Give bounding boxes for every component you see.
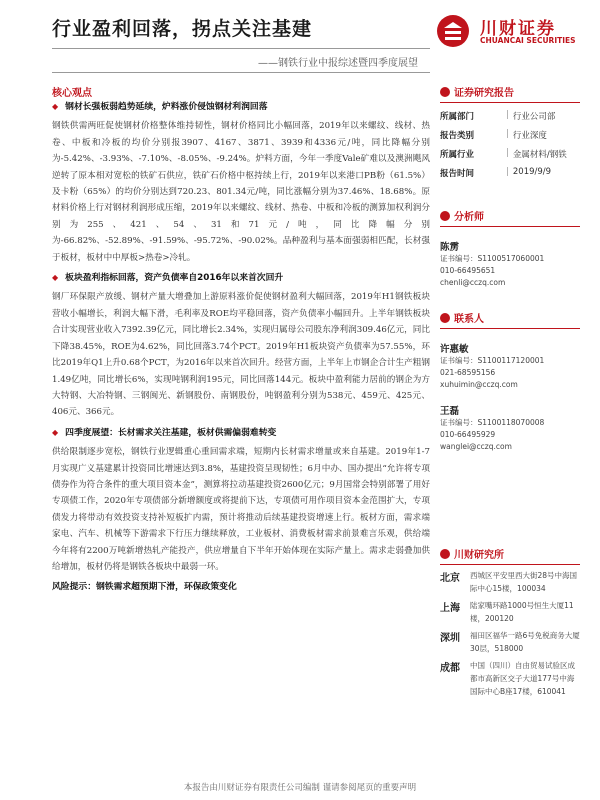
analyst-panel [440,208,580,289]
info-key: 报告时间 [440,169,475,179]
analyst-cert: 证书编号：S1100517060001 [440,254,545,263]
page-title: 行业盈利回落，拐点关注基建 [52,18,313,40]
section-paragraph: 钢厂环保限产放缓、钢材产量大增叠加上游原料涨价促使钢材盈利大幅回落，2019年H1钢铁板块营收小幅增长，利润大幅下滑，毛利率及ROE均平稳回落，资产负债率小幅回升。上半年钢铁板块合计实现营业收入7392.39亿元，同比增长2.34%，实现归属母公司股东净利润309.46亿元，同比下降38.45%，ROE为4.62%，同比回落3.74个PCT。2019年H1板块资产负债率为57.55%，环比2019年Q1上升0.68个PCT，为2016年以来首次回升。经营方面，上半年上市钢企合计生产粗钢1.49亿吨，同比增长6%，实现吨钢利润195元，同比回落144元。板块中盈利能力居前的钢企为方大特钢、大冶特钢、三钢闽光、新钢股份、南钢股份，吨钢盈利分别为538元、459元、425元、406元、366元。 [52,292,430,418]
contact-card [440,403,580,453]
office-address: 陆家嘴环路1000号恒生大厦11楼，200120 [470,601,574,623]
contact-name: 许惠敏 [440,344,469,355]
diamond-icon: ◆ [52,427,59,437]
info-separator: | [506,110,509,120]
contact-card [440,341,580,391]
contact-phone: 010-66495929 [440,430,496,439]
logo-text-en: CHUANCAI SECURITIES [480,36,576,45]
contact-name: 王磊 [440,406,460,417]
page-footer: 本报告由川财证券有限责任公司编制 谨请参阅尾页的重要声明 [183,783,417,793]
core-view-label: 核心观点 [52,88,92,99]
report-info-panel [440,84,580,179]
main-content [52,98,430,596]
header-divider [52,48,430,49]
section-heading [52,99,430,115]
office-address: 福田区福华一路6号免税商务大厦30层，518000 [470,631,580,653]
heading-underline [440,328,580,329]
contact-cert: 证书编号：S1100117120001 [440,356,545,365]
office-address: 中国（四川）自由贸易试验区成都市高新区交子大道177号中海国际中心B座17楼，610041 [470,661,575,696]
info-separator: | [506,148,509,158]
section-heading [52,270,430,286]
info-key: 所属部门 [440,112,475,122]
info-value: 金属材料/钢铁 [512,150,567,160]
analyst-name: 陈雳 [440,242,460,253]
office-item [440,569,580,595]
section-1 [52,99,430,266]
info-key: 所属行业 [440,150,475,160]
info-value: 2019/9/9 [512,167,552,177]
office-item [440,629,580,655]
research-heading-text: 川财研究所 [454,550,504,561]
research-heading [440,546,580,561]
office-city: 上海 [440,603,460,614]
logo-mark-icon [436,14,470,48]
analyst-heading-text: 分析师 [454,212,484,223]
info-separator: | [506,167,509,177]
heading-underline [440,226,580,227]
bullet-icon [440,211,450,221]
contact-cert: 证书编号：S1100118070008 [440,418,545,427]
analyst-email[interactable]: chenli@cczq.com [440,278,506,287]
heading-underline [440,102,580,103]
section-heading-text: 四季度展望：长材需求关注基建，板材供需偏弱难转变 [65,427,277,438]
section-paragraph: 供给限制逐步宽松，钢铁行业逻辑重心重回需求端，短期内长材需求增量或来自基建。2019年1-7月实现广义基建累计投资同比增速达到3.8%，基建投资呈现韧性；6月中办、国办提出“允许将专项债券作为符合条件的重大项目资本金”，测算将拉动基建投资2600亿元；9月国常会特别部署了用好专项债工作，2020年专项债部分新增额度或将提前下达，专项债可用作项目资本金范围扩大，专项债发力将带动有效投资支持补短板扩内需，预计将推动后续基建投资增速上行。板材方面，需求端家电、汽车、机械等下游需求下行压力继续释放，工业板材、消费板材需求前景难言乐观，供给端今年将有2200万吨新增热轧产能投产，供应增量自下半年开始体现在实际产量上。需求走弱叠加供给增加，板材仍将是钢铁各板块中最弱一环。 [52,447,430,572]
section-heading-text: 钢材长强板弱趋势延续，炉料涨价侵蚀钢材利润回落 [65,102,268,112]
analyst-heading [440,208,580,223]
risk-warning: 风险提示：钢铁需求超预期下滑，环保政策变化 [52,582,237,593]
info-separator: | [506,129,509,139]
analyst-phone: 010-66495651 [440,266,496,275]
info-value: 行业公司部 [512,112,556,122]
info-key: 报告类别 [440,131,475,141]
research-panel [440,546,580,698]
info-row [440,129,580,141]
contact-email[interactable]: xuhuimin@cczq.com [440,380,518,389]
report-heading [440,84,580,99]
info-row [440,110,580,122]
section-heading [52,425,430,441]
office-city: 深圳 [440,633,460,644]
section-3 [52,425,430,576]
office-city: 北京 [440,573,460,584]
contact-heading-text: 联系人 [454,314,484,325]
bullet-icon [440,549,450,559]
company-logo [436,14,576,50]
section-2 [52,270,430,421]
info-value: 行业深度 [512,131,547,141]
contact-phone: 021-68595156 [440,368,496,377]
contact-panel [440,310,580,453]
analyst-card [440,239,580,289]
report-heading-text: 证券研究报告 [454,88,514,99]
bullet-icon [440,87,450,97]
logo-text-cn: 川财证券 [480,19,556,39]
header-divider-bottom [52,72,430,73]
contact-email[interactable]: wanglei@cczq.com [440,442,512,451]
diamond-icon: ◆ [52,102,59,111]
bullet-icon [440,313,450,323]
office-address: 西城区平安里西大街28号中海国际中心15楼，100034 [470,571,578,593]
office-item [440,599,580,625]
section-paragraph: 钢铁供需两旺促使钢材价格整体维持韧性，钢材价格同比小幅回落，2019年以来螺纹、线材、热卷、中板和冷板的均价分别报3907、4167、3871、3939和4336元/吨，同比降幅分别为-5.42%、-3.93%、-7.10%、-8.05%、-9.24%。炉料方面，今年一季度Vale矿难以及澳洲飓风逆转了原本相对宽松的铁矿石供应，铁矿石价格中枢持续上行，2019年以来港口PB粉（61.5%）及卡粉（65%）的均价分别达到720.23、801.34元/吨，同比涨幅分别为37.46%、18.68%。原材料价格上行对钢材利润形成压缩，2019年以来螺纹、线材、热卷、中板和冷板的测算加权利润分别为255、421、54、31和71元/吨，同比降幅分别为-66.82%、-52.89%、-91.59%、-95.72%、-90.02%。品种盈利与基本面强弱相匹配，长材强于板材，板材中中厚板>热卷>冷轧。 [52,121,430,263]
section-heading-text: 板块盈利指标回落，资产负债率自2016年以来首次回升 [65,273,284,284]
office-city: 成都 [440,663,460,674]
heading-underline [440,564,580,565]
office-item [440,659,580,698]
page-subtitle: ——钢铁行业中报综述暨四季度展望 [258,58,418,69]
info-row [440,167,580,179]
info-row [440,148,580,160]
contact-heading [440,310,580,325]
diamond-icon: ◆ [52,273,59,283]
